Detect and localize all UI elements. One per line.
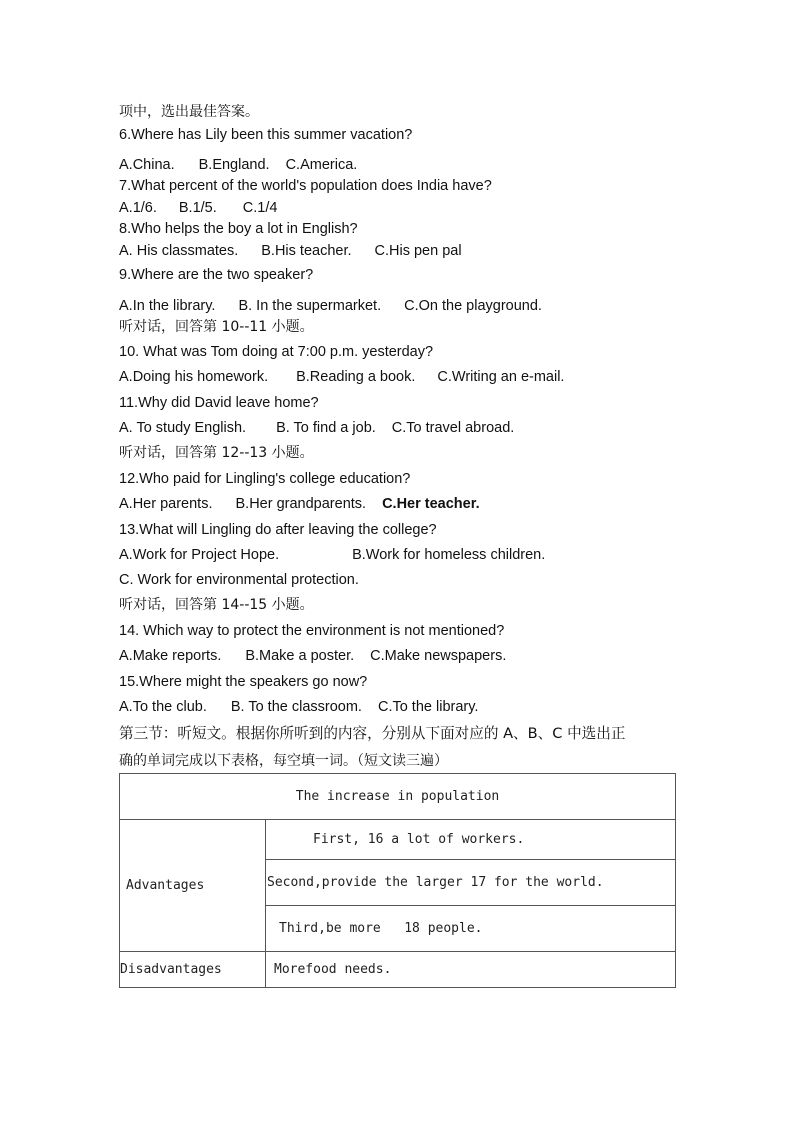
question-9-options: [119, 297, 542, 315]
option-c: C.Make newspapers.: [370, 648, 507, 664]
question-10-options: [119, 368, 564, 386]
part3-instruction-line1: 第三节：听短文。根据你所听到的内容，分别从下面对应的 A、B、C 中选出正: [119, 725, 626, 742]
question-8-options: [119, 242, 462, 260]
option-c: C.On the playground.: [404, 298, 542, 314]
option-b: B.England.: [198, 157, 270, 173]
question-11: 11.Why did David leave home?: [119, 395, 319, 411]
question-15: 15.Where might the speakers go now?: [119, 674, 368, 690]
option-a: A.Doing his homework.: [119, 369, 269, 385]
option-a: A.China.: [119, 157, 175, 173]
table-row: [120, 774, 676, 820]
option-c: C.His pen pal: [374, 243, 462, 259]
option-a: A.Her parents.: [119, 496, 213, 512]
disadvantages-label: Disadvantages: [120, 952, 266, 988]
disadvantage-1: Morefood needs.: [266, 952, 676, 988]
question-11-options: [119, 419, 514, 437]
advantages-label: Advantages: [120, 820, 266, 952]
option-b: B.Her grandparents.: [235, 496, 367, 512]
question-14-options: [119, 647, 506, 665]
option-a: A.In the library.: [119, 298, 216, 314]
option-b: B.Make a poster.: [245, 648, 355, 664]
option-c: C.America.: [285, 157, 358, 173]
option-c: C.1/4: [242, 200, 278, 216]
option-c: C.Writing an e-mail.: [437, 369, 565, 385]
question-15-options: [119, 698, 478, 716]
question-7: 7.What percent of the world's population does India have?: [119, 178, 492, 194]
question-13: 13.What will Lingling do after leaving the college?: [119, 522, 437, 538]
question-13-option-c: C. Work for environmental protection.: [119, 572, 359, 588]
option-a: A. To study English.: [119, 420, 247, 436]
question-12: 12.Who paid for Lingling's college education?: [119, 471, 411, 487]
table-row: [120, 820, 676, 860]
option-b: B.His teacher.: [261, 243, 352, 259]
section-intro: 项中，选出最佳答案。: [119, 104, 259, 120]
advantage-2: Second,provide the larger 17 for the world.: [266, 860, 676, 906]
question-8: 8.Who helps the boy a lot in English?: [119, 221, 358, 237]
question-6-options: [119, 156, 357, 174]
option-c: C.To the library.: [377, 699, 479, 715]
option-a: A.Make reports.: [119, 648, 222, 664]
question-12-options: [119, 495, 480, 513]
section-heading-14-15: 听对话，回答第 14--15 小题。: [119, 597, 314, 613]
advantage-1: First, 16 a lot of workers.: [266, 820, 676, 860]
option-b: B. In the supermarket.: [238, 298, 382, 314]
question-10: 10. What was Tom doing at 7:00 p.m. yesterday?: [119, 344, 434, 360]
option-c: C.Her teacher.: [382, 496, 480, 512]
section-heading-10-11: 听对话，回答第 10--11 小题。: [119, 319, 314, 335]
option-a: A.1/6.: [119, 200, 157, 216]
option-b: B. To the classroom.: [230, 699, 362, 715]
part3-instruction-line2: 确的单词完成以下表格，每空填一词。（短文读三遍）: [119, 753, 448, 769]
option-a: A.To the club.: [119, 699, 207, 715]
question-6: 6.Where has Lily been this summer vacation?: [119, 127, 413, 143]
table-row: [120, 952, 676, 988]
option-b: B.1/5.: [178, 200, 217, 216]
option-b: B. To find a job.: [276, 420, 376, 436]
question-14: 14. Which way to protect the environment is not mentioned?: [119, 623, 505, 639]
table-title: The increase in population: [120, 774, 676, 820]
option-c: C.To travel abroad.: [391, 420, 515, 436]
option-b: B.Work for homeless children.: [352, 547, 546, 563]
question-7-options: [119, 199, 277, 217]
question-13-options: [119, 546, 545, 564]
option-a: A.Work for Project Hope.: [119, 547, 280, 563]
advantage-3: Third,be more 18 people.: [266, 906, 676, 952]
section-heading-12-13: 听对话，回答第 12--13 小题。: [119, 445, 314, 461]
question-9: 9.Where are the two speaker?: [119, 267, 314, 283]
option-a: A. His classmates.: [119, 243, 239, 259]
option-b: B.Reading a book.: [296, 369, 416, 385]
population-table: [119, 773, 676, 988]
